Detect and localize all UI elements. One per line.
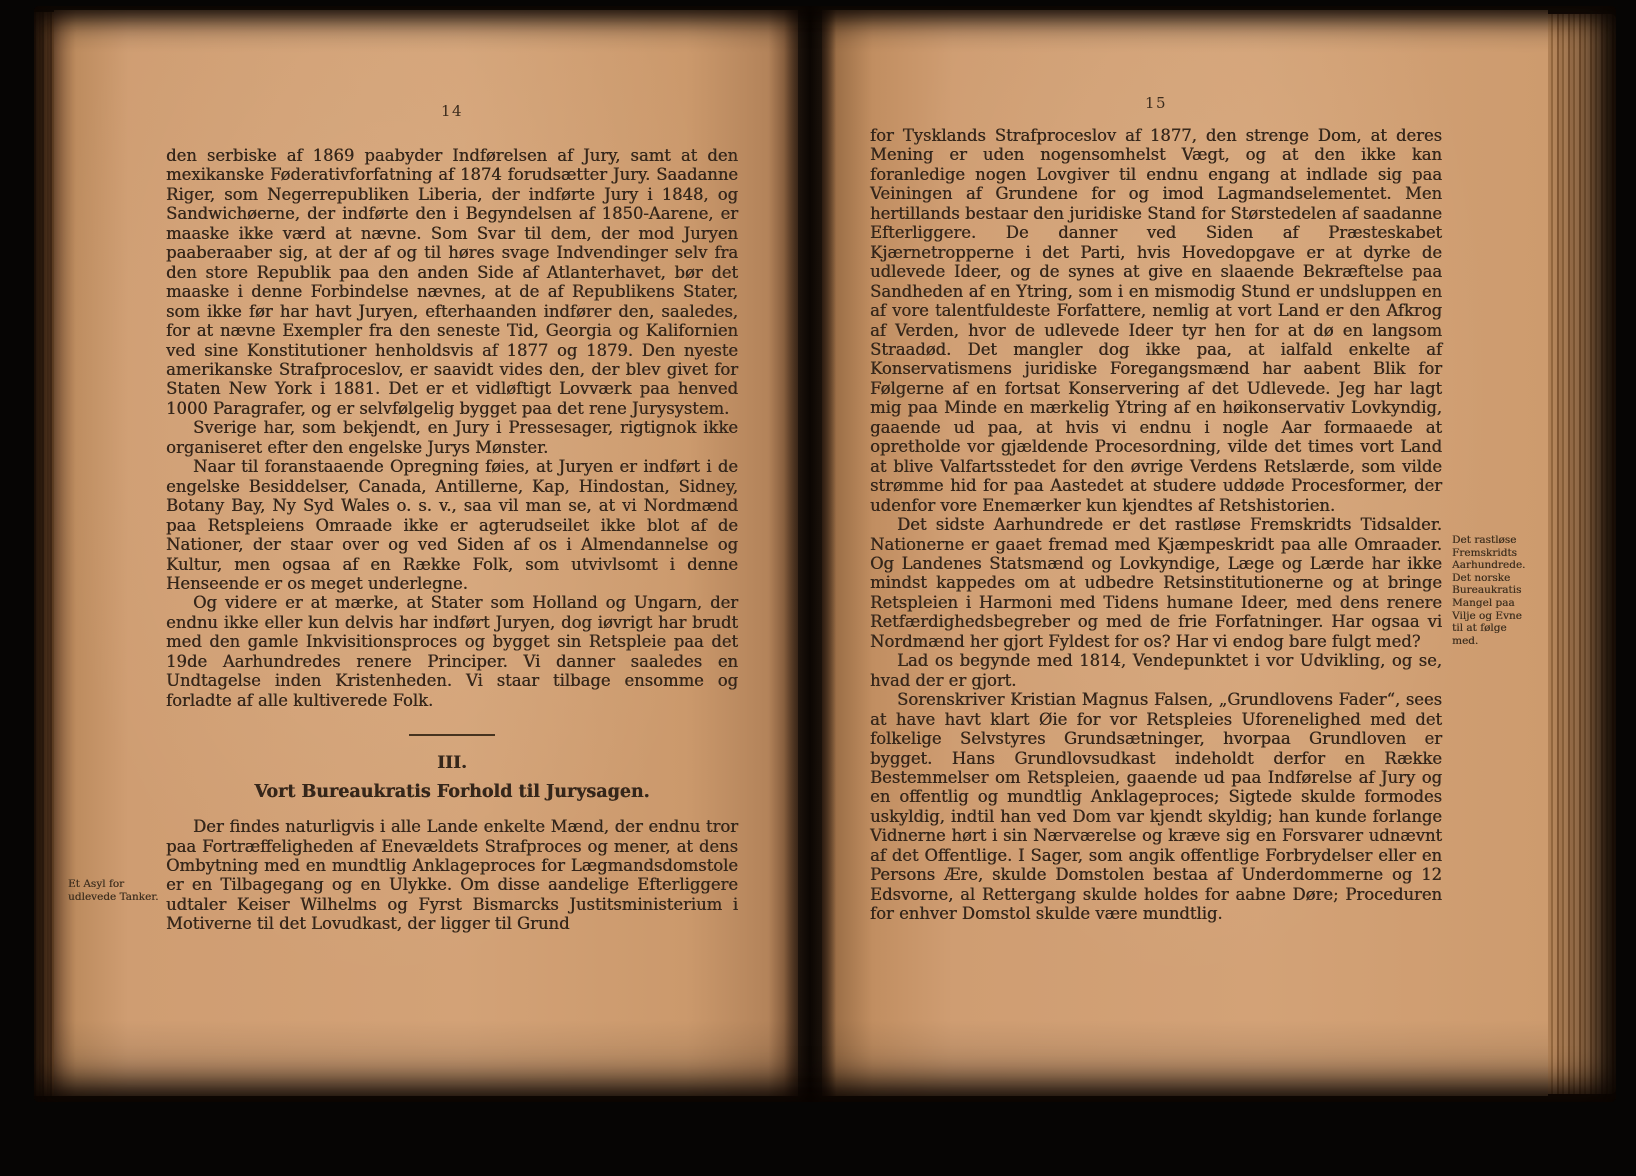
section-title: Vort Bureaukratis Forhold til Jurysagen. <box>254 781 650 802</box>
page-number-right: 15 <box>1144 94 1168 112</box>
text-column-right <box>870 126 1442 924</box>
paragraph: Naar til foranstaaende Opregning føies, at Juryen er indført i de engelske Besiddelser, Canada, Antillerne, Kap, Hindostan, Sidney, Botany Bay, Ny Syd Wales o. s. v., saa vil man se, at vi Nordmænd paa Retspleiens Omraade ikke er agterudseilet ikke blot af de Nationer, der staar over og ved Siden af os i Almendannelse og Kultur, men ogsaa af en Række Folk, som utvivlsomt i denne Henseende er os meget underlegne. <box>166 457 738 593</box>
paragraph: for Tysklands Strafproceslov af 1877, den strenge Dom, at deres Mening er uden nogensomhelst Vægt, og at den ikke kan foranledige nogen Lovgiver til endnu engang at indlade sig paa Veiningen af Grundene for og imod Lagmandselementet. Men hertillands bestaar den juridiske Stand for Størstedelen af saadanne Efterliggere. De danner ved Siden af Præsteskabet Kjærnetropperne i det Parti, hvis Hovedopgave er at dyrke de udlevede Ideer, og de synes at give en slaaende Bekræftelse paa Sandheden af en Ytring, som i en mismodig Stund er undsluppen en af vore talentfuldeste Forfattere, nemlig at vort Land er den Afkrog af Verden, hvor de udlevede Ideer tyr hen for at dø en langsom Straadød. Det mangler dog ikke paa, at ialfald enkelte af Konservatismens juridiske Foregangsmænd har aabent Blik for Følgerne af en fortsat Konservering af det Udlevede. Jeg har lagt mig paa Minde en mærkelig Ytring af en høikonservativ Lovkyndig, gaaende ud paa, at hvis vi endnu i nogle Aar formaaede at opretholde vor gjældende Procesordning, vilde det times vort Land at blive Valfartsstedet for den øvrige Verdens Retslærde, som vilde strømme hid for paa Aastedet at studere uddøde Procesformer, der udenfor vore Enemærker kun kjendtes af Retshistorien. <box>870 126 1442 515</box>
page-left <box>54 10 798 1096</box>
paragraph: Sverige har, som bekjendt, en Jury i Pressesager, rigtignok ikke organiseret efter den engelske Jurys Mønster. <box>166 418 738 457</box>
paragraph: Lad os begynde med 1814, Vendepunktet i vor Udvikling, og se, hvad der er gjort. <box>870 651 1442 690</box>
page-edges-left <box>34 12 56 1096</box>
paragraph: Det sidste Aarhundrede er det rastløse Fremskridts Tidsalder. Nationerne er gaaet fremad med Kjæmpeskridt paa alle Omraader. Og Landenes Statsmænd og Lovkyndige, Læge og Lærde har ikke mindst kappedes om at udbedre Retsinstitutionerne og at bringe Retspleien i Harmoni med Tidens humane Ideer, med dens renere Retfærdighedsbegreber og med de frie Forfatninger. Har ogsaa vi Nordmænd her gjort Fyldest for os? Har vi endog bare fulgt med? <box>870 515 1442 651</box>
paragraph: Sorenskriver Kristian Magnus Falsen, „Grundlovens Fader“, sees at have havt klart Øie for vor Retspleies Uforenelighed med det folkelige Selvstyres Grundsætninger, hvorpaa Grundloven er bygget. Hans Grundlovsudkast indeholdt derfor en Række Bestemmelser om Retspleien, gaaende ud paa Indførelse af Jury og en offentlig og mundtlig Anklageproces; Sigtede skulde formodes uskyldig, indtil han ved Dom var kjendt skyldig; han kunde forlange Vidnerne hørt i sin Nærværelse og kræve sig en Forsvarer udnævnt af det Offentlige. I Sager, som angik offentlige Forbrydelser eller en Persons Ære, skulde Domstolen bestaa af Underdommerne og 12 Edsvorne, al Rettergang skulde holdes for aabne Døre; Proceduren for enhver Domstol skulde være mundtlig. <box>870 690 1442 924</box>
paragraph: Og videre er at mærke, at Stater som Holland og Ungarn, der endnu ikke eller kun delvis har indført Juryen, dog iøvrigt har brudt med den gamle Inkvisitionsproces og bygget sin Retspleie paa det 19de Aarhundredes renere Principer. Vi danner saaledes en Undtagelse inden Kristenheden. Vi staar tilbage ensomme og forladte af alle kultiverede Folk. <box>166 593 738 710</box>
paragraph: Der findes naturligvis i alle Lande enkelte Mænd, der endnu tror paa Fortræffeligheden af Enevældets Strafproces og mener, at dens Ombytning med en mundtlig Anklageproces for Lægmandsdomstole er en Tilbagegang og en Ulykke. Om disse aandelige Efterliggere udtaler Keiser Wilhelms og Fyrst Bismarcks Justitsministerium i Motiverne til det Lovudkast, der ligger til Grund <box>166 817 738 934</box>
section-number: III. <box>437 753 467 774</box>
page-edges-right <box>1548 14 1616 1094</box>
book-spread <box>34 6 1616 1102</box>
margin-note-left: Et Asyl for udlevede Tanker. <box>68 878 159 903</box>
text-column-left <box>166 146 738 934</box>
book-gutter <box>784 6 836 1102</box>
paragraph: den serbiske af 1869 paabyder Indførelsen af Jury, samt at den mexikanske Føderativforfatning af 1874 forudsætter Jury. Saadanne Riger, som Negerrepubliken Liberia, der indførte Jury i 1848, og Sandwichøerne, der indførte den i Begyndelsen af 1850-Aarene, er maaske ikke værd at nævne. Som Svar til dem, der mod Juryen paaberaaber sig, at der af og til høres svage Indvendinger selv fra den store Republik paa den anden Side af Atlanterhavet, bør det maaske i denne Forbindelse nævnes, at de af Republikens Stater, som ikke før har havt Juryen, efterhaanden indfører den, saaledes, for at nævne Exempler fra den seneste Tid, Georgia og Kalifornien ved sine Konstitutioner henholdsvis af 1877 og 1879. Den nyeste amerikanske Strafproceslov, er saavidt vides den, der blev givet for Staten New York i 1881. Det er et vidløftigt Lovværk paa henved 1000 Paragrafer, og er selvfølgelig bygget paa det rene Jurysystem. <box>166 146 738 418</box>
margin-note-right: Det rastløse Fremskridts Aarhundrede. Det norske Bureaukratis Mangel paa Vilje og Evne til at følge med. <box>1452 534 1526 647</box>
page-number-left: 14 <box>440 102 464 120</box>
section-divider <box>409 734 495 736</box>
page-right <box>822 10 1548 1096</box>
